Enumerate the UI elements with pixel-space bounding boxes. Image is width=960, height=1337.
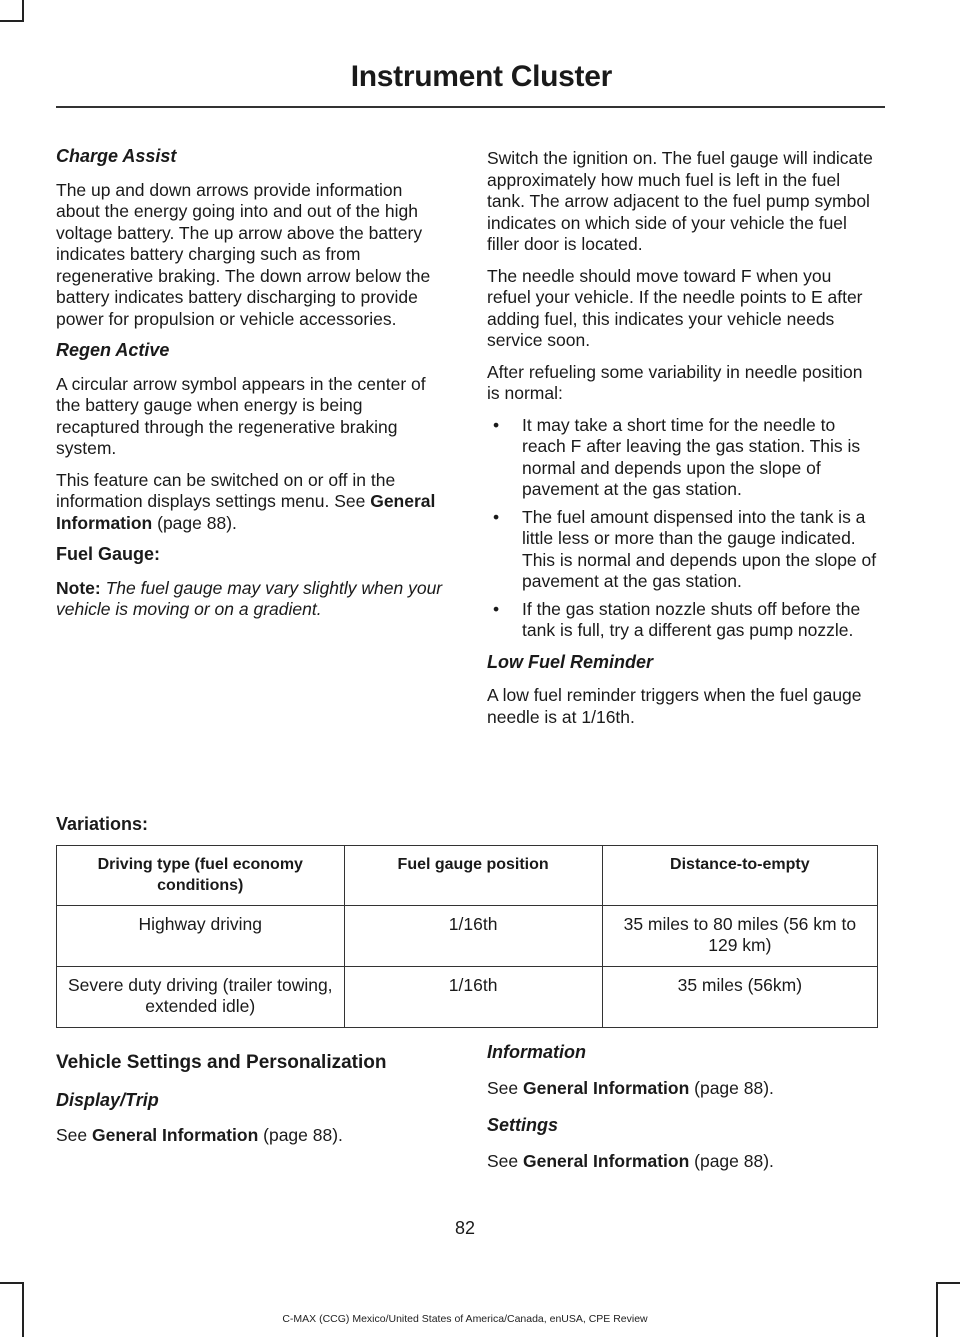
settings-text bbox=[487, 1151, 877, 1173]
table-cell: Severe duty driving (trailer towing, extended idle) bbox=[57, 967, 345, 1028]
crop-mark bbox=[0, 1282, 22, 1284]
left-column bbox=[56, 146, 446, 631]
table-cell: Highway driving bbox=[57, 906, 345, 967]
general-information-link[interactable]: General Information bbox=[92, 1125, 259, 1145]
bullet-icon: • bbox=[493, 598, 500, 619]
charge-assist-text: The up and down arrows provide information about the energy going into and out of the high voltage battery. The up arrow above the battery indicates battery charging such as from regenerative braking. The down arrow below the battery indicates battery discharging to provide power for propulsion or vehicle accessories. bbox=[56, 179, 431, 329]
table-cell: 35 miles to 80 miles (56 km to 129 km) bbox=[602, 906, 877, 967]
needle-paragraph: The needle should move toward F when you refuel your vehicle. If the needle points to E after adding fuel, this indicates your vehicle needs service soon. bbox=[487, 265, 863, 350]
feature-toggle-text bbox=[56, 470, 446, 535]
ignition-paragraph: Switch the ignition on. The fuel gauge will indicate approximately how much fuel is left in the fuel tank. The arrow adjacent to the fuel pump symbol indicates on which side of your vehicle the fuel filler door is located. bbox=[487, 148, 873, 254]
note-label: Note: bbox=[56, 577, 101, 598]
list-item bbox=[487, 415, 877, 501]
list-item-text: The fuel amount dispensed into the tank is a little less or more than the gauge indicated. This is normal and depends upon the slope of pavement at the gas station. bbox=[522, 506, 877, 591]
column-header: Distance-to-empty bbox=[602, 846, 877, 906]
display-trip-text bbox=[56, 1125, 446, 1147]
column-header: Driving type (fuel economy conditions) bbox=[57, 846, 345, 906]
general-information-link[interactable]: General Information bbox=[56, 491, 436, 533]
charge-assist-heading: Charge Assist bbox=[56, 146, 177, 166]
list-item-text: It may take a short time for the needle to reach F after leaving the gas station. This is normal and depends upon the slope of pavement at the gas station. bbox=[522, 414, 861, 499]
table-header-row bbox=[57, 846, 878, 906]
vehicle-settings-heading: Vehicle Settings and Personalization bbox=[56, 1052, 387, 1073]
see-text: See bbox=[56, 1125, 92, 1145]
general-information-link[interactable]: General Information bbox=[523, 1077, 690, 1098]
variability-list bbox=[487, 415, 877, 642]
regen-active-heading: Regen Active bbox=[56, 340, 170, 360]
see-text: See bbox=[487, 1150, 523, 1171]
column-header: Fuel gauge position bbox=[344, 846, 602, 906]
right-column bbox=[487, 148, 877, 738]
information-text bbox=[487, 1078, 877, 1100]
variability-paragraph: After refueling some variability in needle position is normal: bbox=[487, 361, 863, 403]
list-item bbox=[487, 507, 877, 593]
note-text: The fuel gauge may vary slightly when your vehicle is moving or on a gradient. bbox=[56, 577, 443, 619]
bullet-icon: • bbox=[493, 414, 500, 435]
list-item-text: If the gas station nozzle shuts off before the tank is full, try a different gas pump nozzle. bbox=[522, 598, 861, 640]
display-trip-heading: Display/Trip bbox=[56, 1089, 159, 1110]
table-cell: 1/16th bbox=[344, 906, 602, 967]
see-text: See bbox=[487, 1077, 523, 1098]
page-ref-text: (page 88). bbox=[258, 1125, 343, 1145]
vehicle-settings-section bbox=[56, 1052, 446, 1163]
crop-mark bbox=[22, 0, 24, 22]
list-item bbox=[487, 599, 877, 642]
variations-title: Variations: bbox=[56, 814, 149, 834]
fuel-gauge-note bbox=[56, 578, 446, 621]
table-row bbox=[57, 967, 878, 1028]
information-heading: Information bbox=[487, 1042, 586, 1062]
table-row bbox=[57, 906, 878, 967]
feature-text-after: (page 88). bbox=[152, 512, 237, 533]
general-information-link[interactable]: General Information bbox=[523, 1150, 690, 1171]
crop-mark bbox=[938, 1282, 960, 1284]
low-fuel-text: A low fuel reminder triggers when the fuel gauge needle is at 1/16th. bbox=[487, 685, 862, 727]
crop-mark bbox=[0, 20, 22, 22]
low-fuel-heading: Low Fuel Reminder bbox=[487, 651, 654, 672]
feature-text-before: This feature can be switched on or off in the information displays settings menu. See bbox=[56, 469, 396, 511]
crop-mark bbox=[936, 1282, 938, 1337]
regen-active-text: A circular arrow symbol appears in the center of the battery gauge when energy is being recaptured through the regenerative braking system. bbox=[56, 373, 426, 458]
page-title: Instrument Cluster bbox=[350, 60, 612, 93]
table-cell: 35 miles (56km) bbox=[602, 967, 877, 1028]
bullet-icon: • bbox=[493, 506, 500, 527]
header-rule bbox=[56, 106, 885, 108]
information-settings-section bbox=[487, 1042, 877, 1188]
page-ref-text: (page 88). bbox=[689, 1077, 774, 1098]
footer-text: C-MAX (CCG) Mexico/United States of America/Canada, enUSA, CPE Review bbox=[282, 1313, 648, 1325]
fuel-gauge-heading: Fuel Gauge: bbox=[56, 544, 161, 564]
settings-heading: Settings bbox=[487, 1115, 559, 1135]
page-ref-text: (page 88). bbox=[689, 1150, 774, 1171]
table-cell: 1/16th bbox=[344, 967, 602, 1028]
crop-mark bbox=[22, 1282, 24, 1337]
variations-table bbox=[56, 845, 878, 1028]
page-number: 82 bbox=[454, 1218, 476, 1238]
